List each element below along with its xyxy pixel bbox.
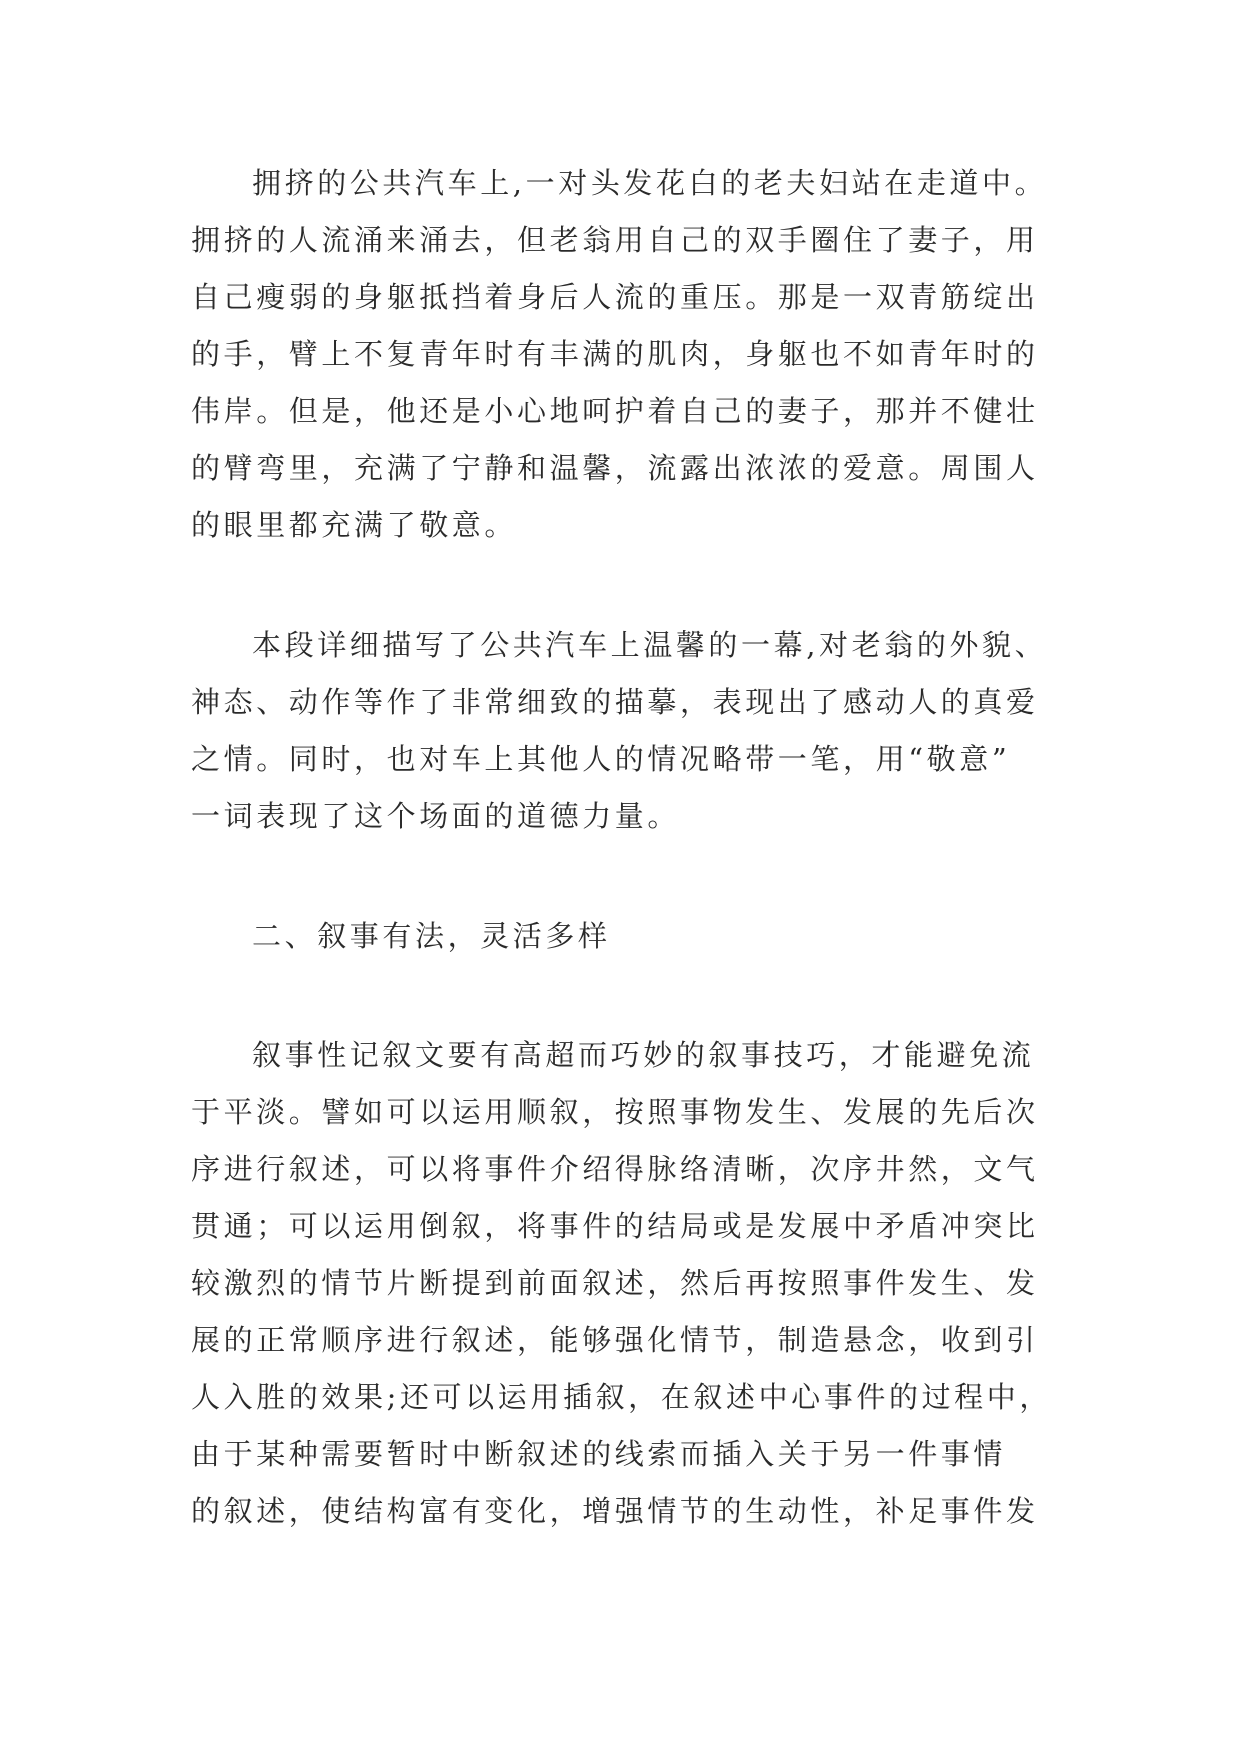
paragraph-line: 拥挤的人流涌来涌去，但老翁用自己的双手圈住了妻子，用: [191, 223, 1039, 257]
paragraph-line: 较激烈的情节片断提到前面叙述，然后再按照事件发生、发: [191, 1266, 1039, 1300]
paragraph-line: 于平淡。譬如可以运用顺叙，按照事物发生、发展的先后次: [191, 1095, 1039, 1129]
paragraph-line: 序进行叙述，可以将事件介绍得脉络清晰，次序井然，文气: [191, 1152, 1039, 1186]
paragraph-line: 人入胜的效果;还可以运用插叙，在叙述中心事件的过程中，: [191, 1380, 1052, 1414]
paragraph-line: 贯通；可以运用倒叙，将事件的结局或是发展中矛盾冲突比: [191, 1209, 1039, 1243]
paragraph-line: 一词表现了这个场面的道德力量。: [191, 799, 681, 833]
paragraph-line: 的臂弯里，充满了宁静和温馨，流露出浓浓的爱意。周围人: [191, 451, 1039, 485]
paragraph-line: 叙事性记叙文要有高超而巧妙的叙事技巧，才能避免流: [252, 1038, 1035, 1072]
paragraph-line: 由于某种需要暂时中断叙述的线索而插入关于另一件事情: [191, 1437, 1007, 1471]
paragraph-line: 神态、动作等作了非常细致的描摹，表现出了感动人的真爱: [191, 685, 1039, 719]
heading-text: 二、叙事有法，灵活多样: [252, 919, 611, 953]
paragraph-line: 之情。同时，也对车上其他人的情况略带一笔，用“敬意”: [191, 742, 1011, 776]
paragraph-line: 伟岸。但是，他还是小心地呵护着自己的妻子，那并不健壮: [191, 394, 1039, 428]
paragraph-line: 自己瘦弱的身躯抵挡着身后人流的重压。那是一双青筋绽出: [191, 280, 1039, 314]
paragraph-line: 的手，臂上不复青年时有丰满的肌肉，身躯也不如青年时的: [191, 337, 1039, 371]
paragraph-line: 本段详细描写了公共汽车上温馨的一幕,对老翁的外貌、: [252, 628, 1048, 662]
paragraph-line: 拥挤的公共汽车上,一对头发花白的老夫妇站在走道中。: [252, 166, 1048, 200]
paragraph-line: 展的正常顺序进行叙述，能够强化情节，制造悬念，收到引: [191, 1323, 1039, 1357]
paragraph-line: 的眼里都充满了敬意。: [191, 508, 518, 542]
paragraph-line: 的叙述，使结构富有变化，增强情节的生动性，补足事件发: [191, 1494, 1039, 1528]
